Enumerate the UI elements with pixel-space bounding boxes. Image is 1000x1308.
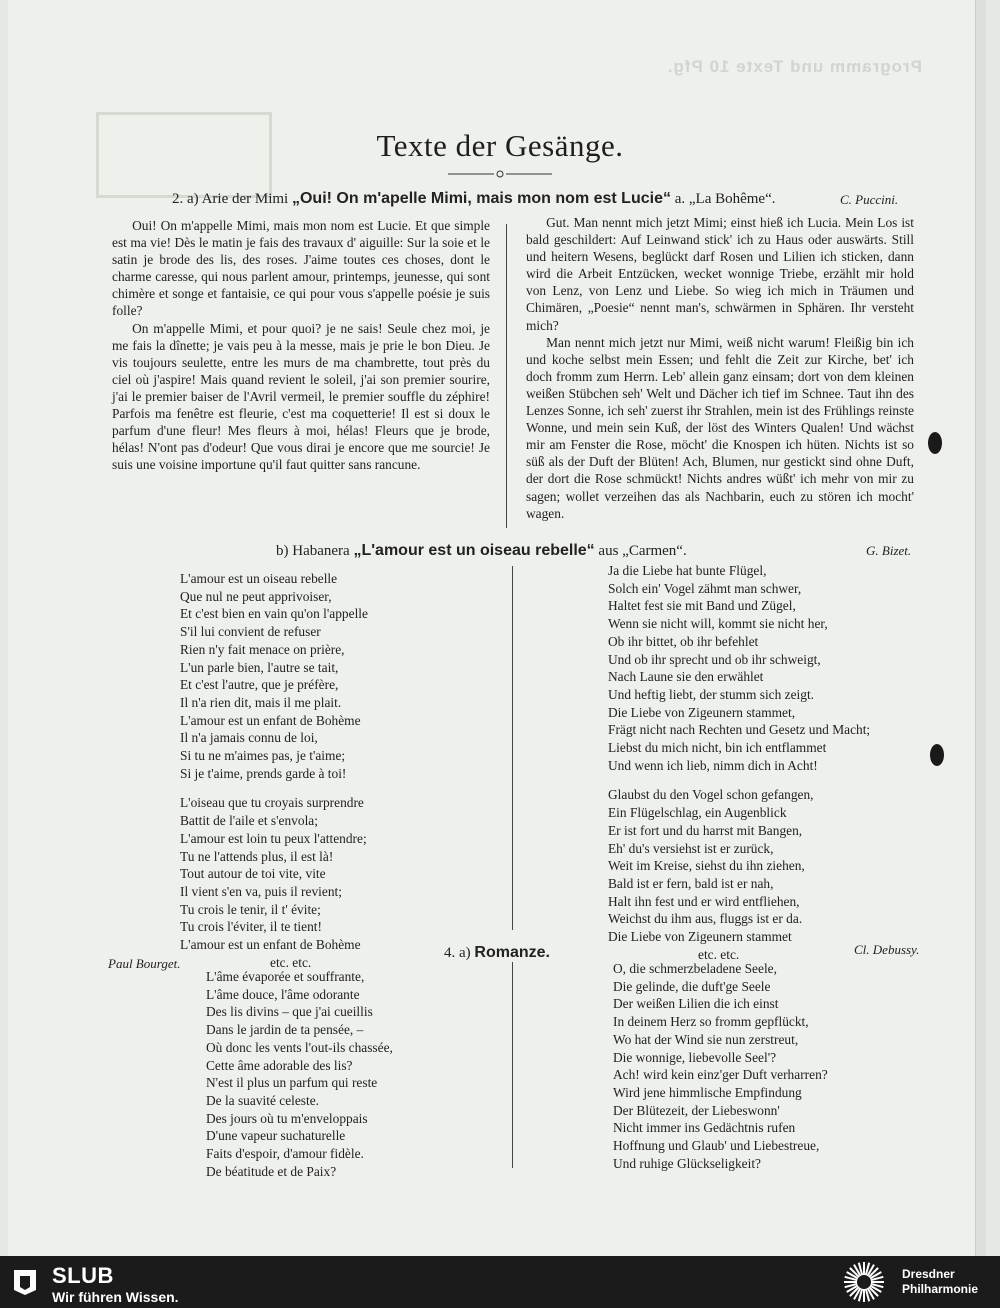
verse-line: Ob ihr bittet, ob ihr befehlet bbox=[608, 633, 759, 649]
verse-line: Nach Laune sie den erwählet bbox=[608, 669, 764, 685]
verse-line: Die gelinde, die duft'ge Seele bbox=[613, 978, 771, 994]
page-edge bbox=[975, 0, 986, 1256]
verse-line: Weichst du ihm aus, fluggs ist er da. bbox=[608, 911, 803, 927]
verse-line: L'amour est un enfant de Bohème bbox=[180, 712, 361, 728]
verse-line: N'est il plus un parfum qui reste bbox=[206, 1075, 378, 1091]
verse-line: Wird jene himmlische Empfindung bbox=[613, 1084, 802, 1100]
verse-line: etc. etc. bbox=[698, 946, 740, 962]
verse-line: Haltet fest sie mit Band und Zügel, bbox=[608, 598, 796, 614]
section-2b-german-verse bbox=[608, 562, 870, 963]
verse-line: L'âme évaporée et souffrante, bbox=[206, 969, 365, 984]
verse-line: Ach! wird kein einz'ger Duft verharren? bbox=[613, 1067, 828, 1083]
column-rule bbox=[506, 224, 507, 528]
philharmonie-logo-icon bbox=[842, 1260, 886, 1304]
viewer-footer bbox=[0, 1256, 1000, 1308]
section-2b-source: aus „Carmen“. bbox=[598, 543, 687, 559]
verse-line: Ein Flügelschlag, ein Augenblick bbox=[608, 805, 787, 821]
verse-line: Que nul ne peut apprivoiser, bbox=[180, 588, 332, 604]
section-4a-number: 4. a) bbox=[444, 945, 471, 961]
verse-line: Ja die Liebe hat bunte Flügel, bbox=[608, 563, 767, 578]
verse-line: In deinem Herz so fromm gepflückt, bbox=[613, 1014, 809, 1030]
section-4a-german-verse bbox=[613, 960, 828, 1172]
paragraph: Gut. Man nennt mich jetzt Mimi; einst hieß ich Lucia. Mein Los ist bald geschildert: Auf Leinwand stick' ich zu Haus oder auswärts. Still und heitern Wesens, beglückt darf Rosen und Lilien ich sticken, dann wird die Arbeit Entzücken, wecket wonnige Triebe, erzählt mir hold von Lenz, von Lenz und Liebe. So wieg ich mich in Träumen und Chimären, „Poesie“ nennt man's, schwärmen in Sphären. Ihr versteht mich? bbox=[526, 215, 914, 333]
verse-line: Faits d'espoir, d'amour fidèle. bbox=[206, 1146, 364, 1162]
verse-line: Rien n'y fait menace on prière, bbox=[180, 641, 345, 657]
section-2a-composer: C. Puccini. bbox=[840, 192, 899, 207]
verse-line bbox=[180, 782, 368, 794]
verse-line: Bald ist er fern, bald ist er nah, bbox=[608, 875, 774, 891]
verse-line: Liebst du mich nicht, bin ich entflammet bbox=[608, 740, 827, 756]
verse-line: Il n'a jamais connu de loi, bbox=[180, 730, 318, 746]
verse-line: Des jours où tu m'enveloppais bbox=[206, 1110, 368, 1126]
verse-line: L'amour est un enfant de Bohème bbox=[180, 937, 361, 953]
library-tagline: Wir führen Wissen. bbox=[52, 1289, 179, 1305]
verse-line: L'amour est un oiseau rebelle bbox=[180, 571, 338, 586]
verse-line: Der Blütezeit, der Liebeswonn' bbox=[613, 1102, 780, 1118]
verse-line: Des lis divins – que j'ai cueillis bbox=[206, 1004, 373, 1020]
verse-line: Solch ein' Vogel zähmt man schwer, bbox=[608, 580, 802, 596]
section-2b-aria: „L'amour est un oiseau rebelle“ bbox=[353, 542, 595, 559]
verse-line: Der weißen Lilien die ich einst bbox=[613, 996, 779, 1012]
verse-line: Weit im Kreise, siehst du ihn ziehen, bbox=[608, 858, 805, 874]
verse-line: Und wenn ich lieb, nimm dich in Acht! bbox=[608, 757, 818, 773]
verse-line: Tout autour de toi vite, vite bbox=[180, 866, 326, 882]
verse-line: Und ob ihr sprecht und ob ihr schweigt, bbox=[608, 651, 821, 667]
verse-line: Glaubst du den Vogel schon gefangen, bbox=[608, 787, 814, 803]
verse-line: Und ruhige Glückseligkeit? bbox=[613, 1155, 762, 1171]
partner-name-line1: Dresdner bbox=[902, 1267, 955, 1281]
paragraph: On m'appelle Mimi, et pour quoi? je ne sais! Seule chez moi, je me fais la dînette; je vais peu à la messe, mais je prie le bon Dieu. Je vis toujours seulette, entre les murs de ma chambrette, tout près du ciel où j'aspire! Mais quand revient le soleil, j'ai son premier sourire, j'ai le premier baiser de l'Avril vermeil, le premier souffle du zéphire! Parfois ma fenêtre est fleurie, c'est ma coquetterie! Il est si doux le parfum d'une fleur! Mes fleurs à moi, hélas! Fleurs que je brode, hélas! N'ont pas d'odeur! Que vous dirai je encore que me sourcie! Je suis une voisine importune qu'il faut quitter sans rancune. bbox=[112, 320, 490, 473]
page-title: Texte der Gesänge. bbox=[376, 128, 624, 163]
section-2a-german-text bbox=[526, 214, 914, 522]
library-name: SLUB bbox=[52, 1263, 114, 1288]
verse-line: Et c'est bien en vain qu'on l'appelle bbox=[180, 606, 368, 622]
bleed-through-header: Programm und Texte 10 Pfg. bbox=[666, 57, 922, 76]
section-2a-heading bbox=[172, 190, 776, 208]
verse-line: Nicht immer ins Gedächtnis rufen bbox=[613, 1120, 796, 1136]
verse-line: L'un parle bien, l'autre se tait, bbox=[180, 659, 339, 675]
section-4a-french-verse bbox=[206, 968, 393, 1180]
verse-line: Et c'est l'autre, que je préfère, bbox=[180, 677, 339, 693]
verse-line: L'amour est loin tu peux l'attendre; bbox=[180, 830, 367, 846]
section-4a-heading bbox=[444, 944, 550, 962]
verse-line bbox=[608, 774, 870, 786]
verse-line: De la suavité celeste. bbox=[206, 1092, 320, 1108]
verse-line: D'une vapeur suchaturelle bbox=[206, 1128, 346, 1144]
verse-line: L'âme douce, l'âme odorante bbox=[206, 986, 360, 1002]
verse-line: Tu crois l'éviter, il te tient! bbox=[180, 919, 322, 935]
verse-line: Wenn sie nicht will, kommt sie nicht her, bbox=[608, 616, 828, 632]
verse-line: Die Liebe von Zigeunern stammet, bbox=[608, 704, 796, 720]
verse-line: Eh' du's versiehst ist er zurück, bbox=[608, 840, 774, 856]
slub-logo-icon bbox=[12, 1268, 38, 1296]
section-2a-french-text bbox=[112, 217, 490, 473]
verse-line: etc. etc. bbox=[270, 954, 312, 970]
section-2a-number: 2. a) Arie der Mimi bbox=[172, 191, 289, 207]
section-2a-source: a. „La Bohême“. bbox=[674, 191, 776, 207]
column-rule bbox=[512, 566, 513, 930]
section-4a-composer: Cl. Debussy. bbox=[854, 942, 920, 957]
verse-line: Die wonnige, liebevolle Seel'? bbox=[613, 1049, 777, 1065]
verse-line: Cette âme adorable des lis? bbox=[206, 1057, 353, 1073]
verse-line: Si tu ne m'aimes pas, je t'aime; bbox=[180, 748, 346, 764]
punch-hole bbox=[930, 744, 944, 766]
verse-line: Tu ne l'attends plus, il est là! bbox=[180, 848, 334, 864]
title-ornament bbox=[448, 170, 552, 178]
verse-line: Battit de l'aile et s'envola; bbox=[180, 813, 318, 829]
section-2b-heading bbox=[276, 542, 687, 560]
partner-name-line2: Philharmonie bbox=[902, 1282, 979, 1296]
paragraph: Oui! On m'appelle Mimi, mais mon nom est Lucie. Et que simple est ma vie! Dès le matin je fais des travaux d' aiguille: Sur la soie et le satin je brode des lis, des roses. J'aime toutes ces choses, dont le charme caresse, qui nous parlent amour, printemps, jeunesse, qui sont chimère et songe et fantaisie, ce qui pour vous s'appelle poésie je suis folle? bbox=[112, 218, 490, 319]
verse-line: Er ist fort und du harrst mit Bangen, bbox=[608, 822, 803, 838]
section-2b-composer: G. Bizet. bbox=[866, 543, 912, 558]
verse-line: Il n'a rien dit, mais il me plait. bbox=[180, 694, 342, 710]
verse-line: S'il lui convient de refuser bbox=[180, 624, 321, 640]
section-4a-title: Romanze. bbox=[474, 944, 550, 961]
section-2b-french-verse bbox=[180, 570, 368, 971]
verse-line: Tu crois le tenir, il t' évite; bbox=[180, 901, 321, 917]
verse-line: Il vient s'en va, puis il revient; bbox=[180, 883, 342, 899]
verse-line: Si je t'aime, prends garde à toi! bbox=[180, 765, 347, 781]
verse-line: Halt ihn fest und er wird entfliehen, bbox=[608, 893, 800, 909]
verse-line: De béatitude et de Paix? bbox=[206, 1163, 337, 1179]
verse-line: Hoffnung und Glaub' und Liebestreue, bbox=[613, 1138, 820, 1154]
verse-line: Wo hat der Wind sie nun zerstreut, bbox=[613, 1031, 799, 1047]
column-rule bbox=[512, 962, 513, 1168]
verse-line: Où donc les vents l'out-ils chassée, bbox=[206, 1039, 393, 1055]
paragraph: Man nennt mich jetzt nur Mimi, weiß nicht warum! Fleißig bin ich und koche selbst mein Essen; und fehlt die Zeit zur Kirche, bet' ich doch fromm zum Herrn. Leb' allein ganz einsam; dort von dem kleinen weißen Stübchen seh' Welt und Dächer ich tief im Schnee. Taut ihn des Lenzes Sonne, ich seh' zuerst ihr Strahlen, mein ist des Frühlings reinste Wonne, und mein sein Kuß, der löst des Winters Qualen! Und wächst mir am Fenster die Rose, möcht' die Knospen ich hüten. Nichts ist so süß als der Duft der Blüten! Ach, Blumen, nur gestickt sind ohne Duft, der dort die Rose schmückt! Nichts andres wüßt' ich mehr von mir zu sagen; wollet verzeihen das als Nachbarin, euch zu stören ich mocht' wagen. bbox=[526, 334, 914, 521]
verse-line: Frägt nicht nach Rechten und Gesetz und Macht; bbox=[608, 722, 871, 738]
section-2a-aria: „Oui! On m'apelle Mimi, mais mon nom est Lucie“ bbox=[291, 190, 671, 207]
verse-line: Und heftig liebt, der stumm sich zeigt. bbox=[608, 686, 815, 702]
verse-line: O, die schmerzbeladene Seele, bbox=[613, 961, 777, 976]
verse-line: Die Liebe von Zigeunern stammet bbox=[608, 929, 792, 945]
verse-line: L'oiseau que tu croyais surprendre bbox=[180, 795, 364, 811]
punch-hole bbox=[928, 432, 942, 454]
verse-line: Dans le jardin de ta pensée, – bbox=[206, 1022, 364, 1038]
section-4a-poet: Paul Bourget. bbox=[108, 956, 181, 971]
section-2b-number: b) Habanera bbox=[276, 543, 350, 559]
